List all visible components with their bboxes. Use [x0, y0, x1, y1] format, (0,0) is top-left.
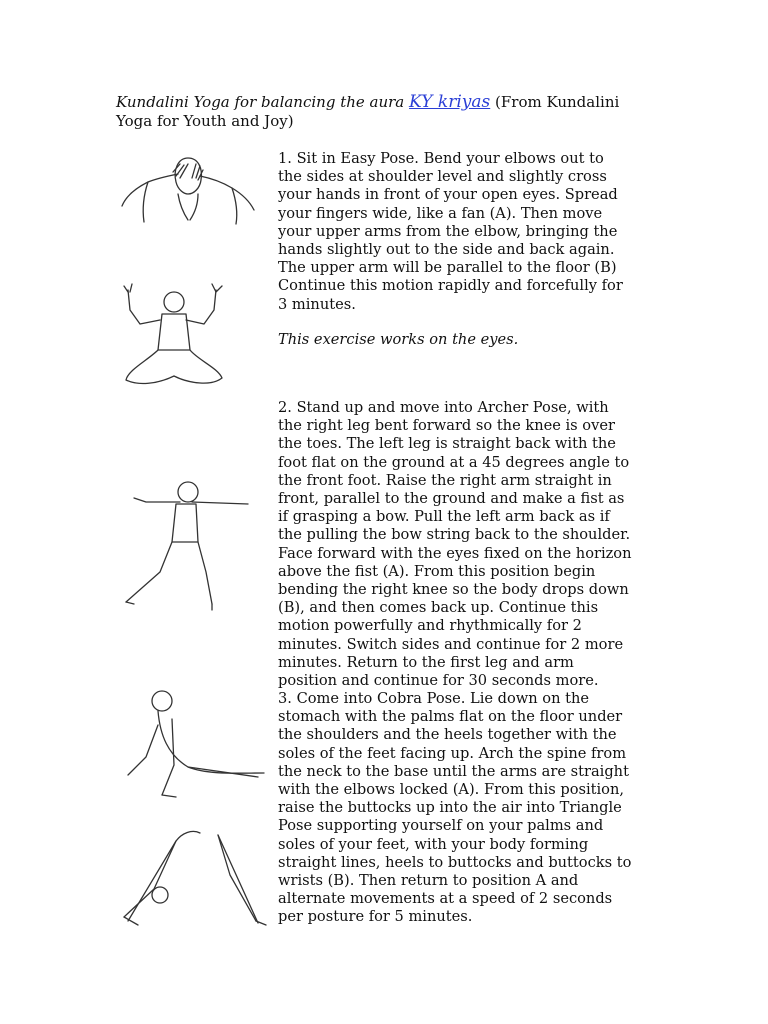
exercise-2-text: 2. Stand up and move into Archer Pose, with the right leg bent forward so the knee is over the toes. The left leg is straight back with the foot flat on the ground at a 45 degrees angle to the front foot. Raise the right arm straight in front, parallel to the ground and make a fist as if grasping a bow. Pull the left arm back as if the pulling the bow string back to the shoulder. Face forward with the eyes fixed on the horizon above the fist (A). From this position begin bending the right knee so the body drops down (B), and then comes back up. Continue this motion powerfully and rhythmically for 2 minutes. Switch sides and continue for 2 more minutes. Return to the first leg and arm position and continue for 30 seconds more.	[278, 399, 632, 690]
exercise-1-text: 1. Sit in Easy Pose. Bend your elbows out to the sides at shoulder level and slightly cross your hands in front of your open eyes. Spread your fingers wide, like a fan (A). Then move your upper arms from the elbow, bringing the hands slightly out to the side and back again. The upper arm will be parallel to the floor (B) Continue this motion rapidly and forcefully for 3 minutes.	[278, 150, 623, 313]
archer-pose-illustration	[116, 472, 251, 612]
page-title	[116, 93, 656, 131]
eyes-exercise-illustration-b	[118, 280, 228, 390]
source-note: (From Kundalini Yoga for Youth and Joy)	[116, 93, 620, 130]
exercise-3-text: 3. Come into Cobra Pose. Lie down on the stomach with the palms flat on the floor under the shoulders and the heels together with the soles of the feet facing up. Arch the spine from the neck to the base until the arms are straight with the elbows locked (A). From this position, raise the buttocks up into the air into Triangle Pose supporting yourself on your palms and soles of your feet, with your body forming straight lines, heels to buttocks and buttocks to wrists (B). Then return to position A and alternate movements at a speed of 2 seconds per posture for 5 minutes.	[278, 690, 632, 926]
exercise-1-note: This exercise works on the eyes.	[278, 331, 519, 348]
cobra-pose-illustration	[118, 685, 268, 805]
ky-kriyas-link[interactable]: KY kriyas	[409, 92, 491, 112]
title-text: Kundalini Yoga for balancing the aura	[116, 93, 405, 111]
eyes-exercise-illustration-a	[118, 150, 258, 230]
triangle-pose-illustration	[118, 825, 268, 935]
